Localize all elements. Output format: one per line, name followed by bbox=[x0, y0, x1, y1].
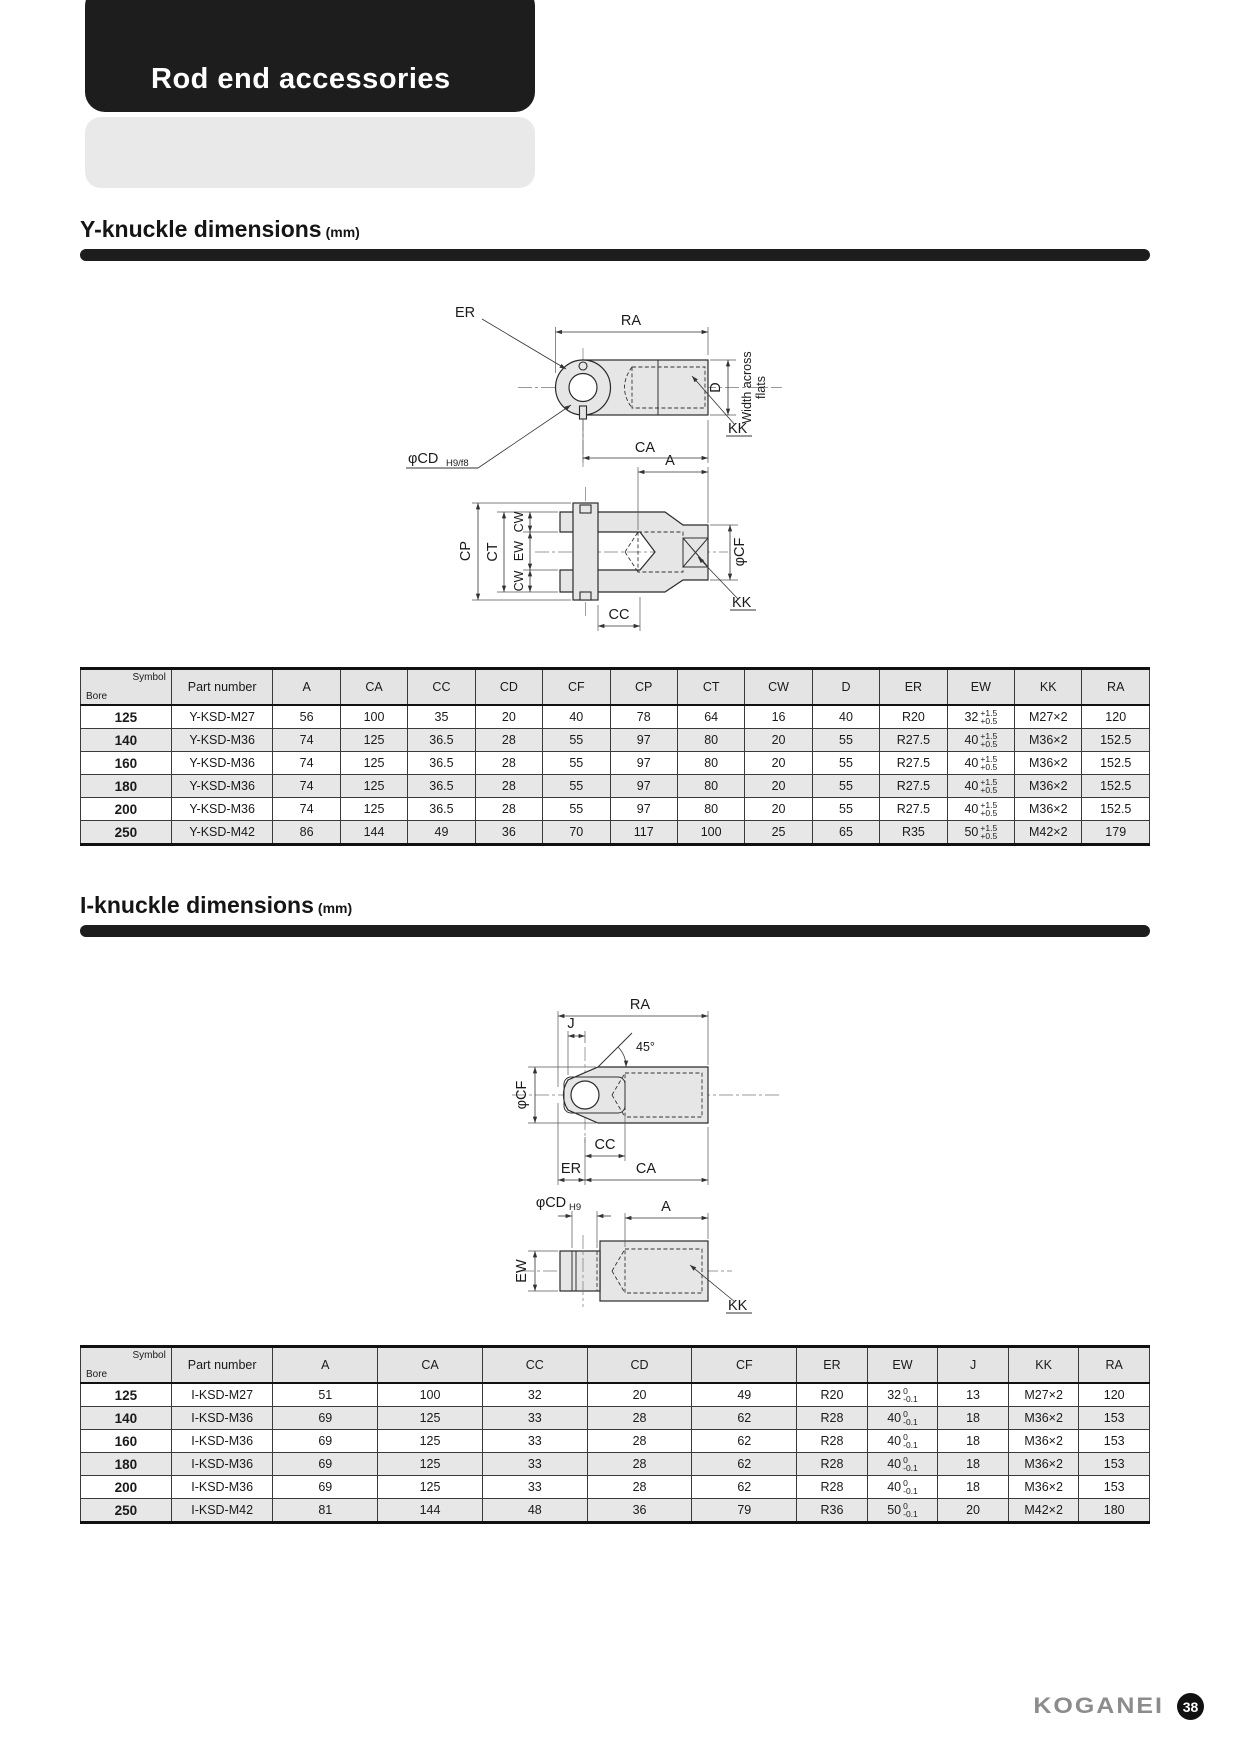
table-cell: 33 bbox=[482, 1430, 587, 1453]
table-header-row bbox=[81, 1347, 1150, 1384]
table-cell: I-KSD-M36 bbox=[171, 1453, 273, 1476]
table-cell: 86 bbox=[273, 821, 340, 845]
column-header: Part number bbox=[171, 1347, 273, 1384]
table-cell: R28 bbox=[797, 1453, 868, 1476]
bore-value: 160 bbox=[81, 752, 172, 775]
table-cell: 51 bbox=[273, 1383, 378, 1407]
table-cell: 74 bbox=[273, 775, 340, 798]
table-cell: 70 bbox=[543, 821, 610, 845]
dim-label-kk-front: KK bbox=[732, 595, 752, 611]
y-section-title: Y-knuckle dimensions bbox=[80, 216, 322, 242]
table-cell: I-KSD-M36 bbox=[171, 1407, 273, 1430]
table-cell: 32 +1.5 +0.5 bbox=[947, 705, 1014, 729]
table-cell: 125 bbox=[378, 1407, 483, 1430]
table-cell: 97 bbox=[610, 775, 677, 798]
table-cell: 69 bbox=[273, 1453, 378, 1476]
i-knuckle-side-view bbox=[514, 1195, 752, 1314]
table-cell: 20 bbox=[745, 729, 812, 752]
table-cell: R28 bbox=[797, 1407, 868, 1430]
table-cell: 40 +1.5 +0.5 bbox=[947, 775, 1014, 798]
table-cell: 62 bbox=[692, 1476, 797, 1499]
y-section-heading bbox=[80, 216, 360, 243]
column-header: CW bbox=[745, 669, 812, 706]
table-cell: R35 bbox=[880, 821, 947, 845]
i-section-unit: (mm) bbox=[317, 900, 353, 916]
dim-label-cd: φCD bbox=[535, 1195, 567, 1211]
table-cell: M36×2 bbox=[1008, 1476, 1079, 1499]
column-header: CD bbox=[587, 1347, 692, 1384]
table-cell: 33 bbox=[482, 1407, 587, 1430]
table-cell: 125 bbox=[340, 752, 407, 775]
table-cell: 35 bbox=[408, 705, 475, 729]
table-cell: 13 bbox=[938, 1383, 1009, 1407]
i-section-heading bbox=[80, 892, 352, 919]
table-cell: 69 bbox=[273, 1476, 378, 1499]
column-header: CD bbox=[475, 669, 542, 706]
table-cell: 40 +1.5 +0.5 bbox=[947, 752, 1014, 775]
table-cell: 32 bbox=[482, 1383, 587, 1407]
table-cell: 55 bbox=[812, 752, 879, 775]
table-cell: 97 bbox=[610, 798, 677, 821]
dim-label-cc: CC bbox=[594, 1137, 616, 1153]
corner-bore-label: Bore bbox=[86, 691, 108, 702]
table-cell: 62 bbox=[692, 1430, 797, 1453]
table-cell: 50 0 -0.1 bbox=[867, 1499, 938, 1523]
table-cell: 153 bbox=[1079, 1430, 1150, 1453]
table-cell: 55 bbox=[812, 798, 879, 821]
table-cell: 49 bbox=[692, 1383, 797, 1407]
table-cell: 40 0 -0.1 bbox=[867, 1453, 938, 1476]
i-knuckle-table bbox=[80, 1345, 1150, 1524]
table-row bbox=[81, 1499, 1150, 1523]
table-cell: 55 bbox=[543, 798, 610, 821]
dim-label-a: A bbox=[661, 1199, 671, 1215]
table-header-row bbox=[81, 669, 1150, 706]
table-row bbox=[81, 775, 1150, 798]
table-cell: 100 bbox=[677, 821, 744, 845]
dim-label-cc: CC bbox=[608, 607, 630, 623]
table-cell: I-KSD-M36 bbox=[171, 1430, 273, 1453]
table-cell: M36×2 bbox=[1008, 1453, 1079, 1476]
table-cell: 28 bbox=[587, 1476, 692, 1499]
table-cell: 20 bbox=[475, 705, 542, 729]
dim-label-45deg: 45° bbox=[636, 1040, 655, 1054]
label-flats: flats bbox=[754, 376, 768, 399]
table-cell: 55 bbox=[543, 752, 610, 775]
table-cell: 40 +1.5 +0.5 bbox=[947, 729, 1014, 752]
table-cell: 20 bbox=[745, 752, 812, 775]
column-header: A bbox=[273, 669, 340, 706]
table-cell: 80 bbox=[677, 752, 744, 775]
table-cell: 32 0 -0.1 bbox=[867, 1383, 938, 1407]
bore-symbol-corner-cell bbox=[81, 1347, 172, 1384]
dim-label-a: A bbox=[665, 453, 675, 469]
table-cell: 125 bbox=[378, 1430, 483, 1453]
table-cell: 180 bbox=[1079, 1499, 1150, 1523]
table-cell: 152.5 bbox=[1082, 798, 1150, 821]
column-header: ER bbox=[797, 1347, 868, 1384]
column-header: EW bbox=[947, 669, 1014, 706]
table-cell: 79 bbox=[692, 1499, 797, 1523]
dim-label-kk: KK bbox=[728, 1298, 748, 1314]
table-cell: R28 bbox=[797, 1430, 868, 1453]
table-cell: 125 bbox=[340, 775, 407, 798]
table-cell: 56 bbox=[273, 705, 340, 729]
table-cell: 120 bbox=[1082, 705, 1150, 729]
table-cell: 97 bbox=[610, 752, 677, 775]
table-cell: 28 bbox=[475, 798, 542, 821]
column-header: KK bbox=[1015, 669, 1082, 706]
i-knuckle-diagram bbox=[80, 965, 1030, 1365]
table-cell: 62 bbox=[692, 1453, 797, 1476]
table-cell: 28 bbox=[587, 1453, 692, 1476]
i-knuckle-top-view bbox=[512, 997, 780, 1185]
bore-value: 250 bbox=[81, 1499, 172, 1523]
dim-label-cd-tolerance: H9 bbox=[569, 1202, 582, 1213]
label-width-across: Width across bbox=[740, 351, 754, 424]
column-header: CC bbox=[408, 669, 475, 706]
y-knuckle-front-view bbox=[458, 453, 756, 631]
column-header: CF bbox=[692, 1347, 797, 1384]
table-cell: 40 bbox=[543, 705, 610, 729]
dim-label-er: ER bbox=[455, 305, 476, 321]
table-cell: R36 bbox=[797, 1499, 868, 1523]
bore-value: 140 bbox=[81, 729, 172, 752]
table-cell: 50 +1.5 +0.5 bbox=[947, 821, 1014, 845]
table-cell: 18 bbox=[938, 1476, 1009, 1499]
table-cell: R27.5 bbox=[880, 729, 947, 752]
bore-value: 200 bbox=[81, 798, 172, 821]
table-cell: 20 bbox=[938, 1499, 1009, 1523]
table-cell: R27.5 bbox=[880, 752, 947, 775]
column-header: RA bbox=[1079, 1347, 1150, 1384]
table-cell: 74 bbox=[273, 798, 340, 821]
table-cell: 97 bbox=[610, 729, 677, 752]
dim-label-ct: CT bbox=[485, 542, 501, 562]
table-cell: 55 bbox=[543, 729, 610, 752]
table-cell: Y-KSD-M42 bbox=[171, 821, 273, 845]
table-cell: 153 bbox=[1079, 1476, 1150, 1499]
table-row bbox=[81, 798, 1150, 821]
table-cell: 81 bbox=[273, 1499, 378, 1523]
table-row bbox=[81, 705, 1150, 729]
table-cell: 36.5 bbox=[408, 752, 475, 775]
table-cell: M36×2 bbox=[1015, 729, 1082, 752]
i-section-rule bbox=[80, 925, 1150, 937]
table-cell: 40 +1.5 +0.5 bbox=[947, 798, 1014, 821]
table-cell: 125 bbox=[378, 1453, 483, 1476]
table-cell: I-KSD-M27 bbox=[171, 1383, 273, 1407]
table-cell: 153 bbox=[1079, 1407, 1150, 1430]
dim-label-ca: CA bbox=[634, 440, 656, 456]
table-row bbox=[81, 1383, 1150, 1407]
y-knuckle-top-view bbox=[406, 305, 782, 469]
table-cell: M42×2 bbox=[1015, 821, 1082, 845]
table-cell: 48 bbox=[482, 1499, 587, 1523]
table-cell: M36×2 bbox=[1015, 775, 1082, 798]
column-header: ER bbox=[880, 669, 947, 706]
table-cell: 20 bbox=[587, 1383, 692, 1407]
dim-label-ca: CA bbox=[635, 1161, 657, 1177]
column-header: CC bbox=[482, 1347, 587, 1384]
column-header: J bbox=[938, 1347, 1009, 1384]
table-cell: 125 bbox=[378, 1476, 483, 1499]
bore-value: 250 bbox=[81, 821, 172, 845]
bore-value: 180 bbox=[81, 775, 172, 798]
dim-label-cd: φCD bbox=[408, 451, 439, 467]
table-cell: R20 bbox=[797, 1383, 868, 1407]
table-cell: 65 bbox=[812, 821, 879, 845]
table-cell: Y-KSD-M27 bbox=[171, 705, 273, 729]
table-cell: 28 bbox=[587, 1407, 692, 1430]
table-cell: 36.5 bbox=[408, 775, 475, 798]
y-knuckle-drawing bbox=[80, 255, 1030, 655]
dim-label-ra: RA bbox=[620, 313, 642, 329]
table-cell: M27×2 bbox=[1008, 1383, 1079, 1407]
table-cell: 179 bbox=[1082, 821, 1150, 845]
table-row bbox=[81, 1453, 1150, 1476]
corner-symbol-label: Symbol bbox=[132, 1350, 166, 1361]
table-cell: 40 0 -0.1 bbox=[867, 1430, 938, 1453]
table-cell: 36 bbox=[587, 1499, 692, 1523]
table-cell: 28 bbox=[475, 752, 542, 775]
column-header: RA bbox=[1082, 669, 1150, 706]
table-cell: M36×2 bbox=[1008, 1430, 1079, 1453]
table-cell: M36×2 bbox=[1008, 1407, 1079, 1430]
table-cell: R27.5 bbox=[880, 775, 947, 798]
table-cell: 20 bbox=[745, 775, 812, 798]
dim-label-cf: φCF bbox=[732, 537, 748, 567]
table-cell: 64 bbox=[677, 705, 744, 729]
bore-value: 140 bbox=[81, 1407, 172, 1430]
table-cell: 33 bbox=[482, 1476, 587, 1499]
table-cell: 18 bbox=[938, 1430, 1009, 1453]
bore-value: 200 bbox=[81, 1476, 172, 1499]
table-cell: 74 bbox=[273, 752, 340, 775]
table-cell: I-KSD-M42 bbox=[171, 1499, 273, 1523]
y-section-unit: (mm) bbox=[325, 224, 360, 240]
table-cell: M36×2 bbox=[1015, 752, 1082, 775]
table-cell: 36.5 bbox=[408, 729, 475, 752]
table-cell: 152.5 bbox=[1082, 729, 1150, 752]
dim-label-cf: φCF bbox=[514, 1080, 530, 1110]
table-cell: 120 bbox=[1079, 1383, 1150, 1407]
table-cell: R20 bbox=[880, 705, 947, 729]
table-cell: 100 bbox=[340, 705, 407, 729]
table-cell: 125 bbox=[340, 798, 407, 821]
table-cell: 36.5 bbox=[408, 798, 475, 821]
table-cell: 40 0 -0.1 bbox=[867, 1407, 938, 1430]
table-cell: I-KSD-M36 bbox=[171, 1476, 273, 1499]
table-cell: 62 bbox=[692, 1407, 797, 1430]
header-gray-panel bbox=[85, 117, 535, 188]
column-header: D bbox=[812, 669, 879, 706]
table-cell: 28 bbox=[475, 775, 542, 798]
table-cell: 55 bbox=[543, 775, 610, 798]
table-row bbox=[81, 821, 1150, 845]
corner-bore-label: Bore bbox=[86, 1369, 108, 1380]
table-cell: 33 bbox=[482, 1453, 587, 1476]
table-cell: 117 bbox=[610, 821, 677, 845]
table-cell: 144 bbox=[340, 821, 407, 845]
table-cell: M36×2 bbox=[1015, 798, 1082, 821]
page-number: 38 bbox=[1182, 1698, 1199, 1715]
dim-label-cp: CP bbox=[458, 540, 474, 562]
bore-value: 180 bbox=[81, 1453, 172, 1476]
dim-label-cw-bottom: CW bbox=[512, 570, 526, 592]
table-cell: 28 bbox=[587, 1430, 692, 1453]
page-title: Rod end accessories bbox=[151, 63, 451, 95]
table-row bbox=[81, 1430, 1150, 1453]
table-cell: 20 bbox=[745, 798, 812, 821]
table-cell: M42×2 bbox=[1008, 1499, 1079, 1523]
bore-value: 125 bbox=[81, 1383, 172, 1407]
table-cell: 55 bbox=[812, 775, 879, 798]
table-cell: 18 bbox=[938, 1453, 1009, 1476]
bore-value: 160 bbox=[81, 1430, 172, 1453]
column-header: Part number bbox=[171, 669, 273, 706]
table-cell: 40 0 -0.1 bbox=[867, 1476, 938, 1499]
dim-label-kk-top: KK bbox=[728, 421, 748, 437]
table-cell: M27×2 bbox=[1015, 705, 1082, 729]
table-cell: R27.5 bbox=[880, 798, 947, 821]
column-header: CP bbox=[610, 669, 677, 706]
y-knuckle-table bbox=[80, 667, 1150, 846]
table-cell: Y-KSD-M36 bbox=[171, 775, 273, 798]
table-cell: 74 bbox=[273, 729, 340, 752]
column-header: EW bbox=[867, 1347, 938, 1384]
column-header: CA bbox=[378, 1347, 483, 1384]
table-cell: 80 bbox=[677, 775, 744, 798]
table-cell: Y-KSD-M36 bbox=[171, 752, 273, 775]
koganei-logo: KOGANEI bbox=[1033, 1693, 1164, 1719]
table-cell: 153 bbox=[1079, 1453, 1150, 1476]
table-cell: 69 bbox=[273, 1430, 378, 1453]
table-cell: 36 bbox=[475, 821, 542, 845]
table-cell: 100 bbox=[378, 1383, 483, 1407]
table-cell: 125 bbox=[340, 729, 407, 752]
corner-symbol-label: Symbol bbox=[132, 672, 166, 683]
table-cell: 18 bbox=[938, 1407, 1009, 1430]
column-header: CA bbox=[340, 669, 407, 706]
table-row bbox=[81, 1476, 1150, 1499]
bore-symbol-corner-cell bbox=[81, 669, 172, 706]
table-cell: 80 bbox=[677, 798, 744, 821]
dim-label-cw-top: CW bbox=[512, 511, 526, 533]
table-row bbox=[81, 752, 1150, 775]
bore-value: 125 bbox=[81, 705, 172, 729]
dim-label-cd-tolerance: H9/f8 bbox=[446, 458, 469, 469]
table-cell: 152.5 bbox=[1082, 775, 1150, 798]
i-section-title: I-knuckle dimensions bbox=[80, 892, 314, 918]
table-cell: 69 bbox=[273, 1407, 378, 1430]
dim-label-ra: RA bbox=[629, 997, 651, 1013]
dim-label-d: D bbox=[708, 382, 724, 393]
table-cell: 16 bbox=[745, 705, 812, 729]
y-knuckle-diagram bbox=[80, 255, 1030, 660]
table-cell: 25 bbox=[745, 821, 812, 845]
column-header: CF bbox=[543, 669, 610, 706]
dim-label-er: ER bbox=[560, 1161, 582, 1177]
table-cell: 78 bbox=[610, 705, 677, 729]
column-header: A bbox=[273, 1347, 378, 1384]
table-cell: 144 bbox=[378, 1499, 483, 1523]
table-cell: Y-KSD-M36 bbox=[171, 729, 273, 752]
table-cell: 49 bbox=[408, 821, 475, 845]
table-row bbox=[81, 729, 1150, 752]
table-cell: 80 bbox=[677, 729, 744, 752]
table-row bbox=[81, 1407, 1150, 1430]
table-cell: 28 bbox=[475, 729, 542, 752]
table-cell: R28 bbox=[797, 1476, 868, 1499]
table-cell: 55 bbox=[812, 729, 879, 752]
page-number-badge bbox=[1177, 1693, 1204, 1720]
column-header: KK bbox=[1008, 1347, 1079, 1384]
dim-label-j: J bbox=[567, 1016, 575, 1032]
column-header: CT bbox=[677, 669, 744, 706]
table-cell: 152.5 bbox=[1082, 752, 1150, 775]
page-title-banner bbox=[85, 0, 535, 112]
i-knuckle-drawing bbox=[80, 965, 1030, 1360]
table-cell: Y-KSD-M36 bbox=[171, 798, 273, 821]
dim-label-ew: EW bbox=[514, 1259, 530, 1283]
dim-label-ew: EW bbox=[512, 540, 526, 562]
table-cell: 40 bbox=[812, 705, 879, 729]
